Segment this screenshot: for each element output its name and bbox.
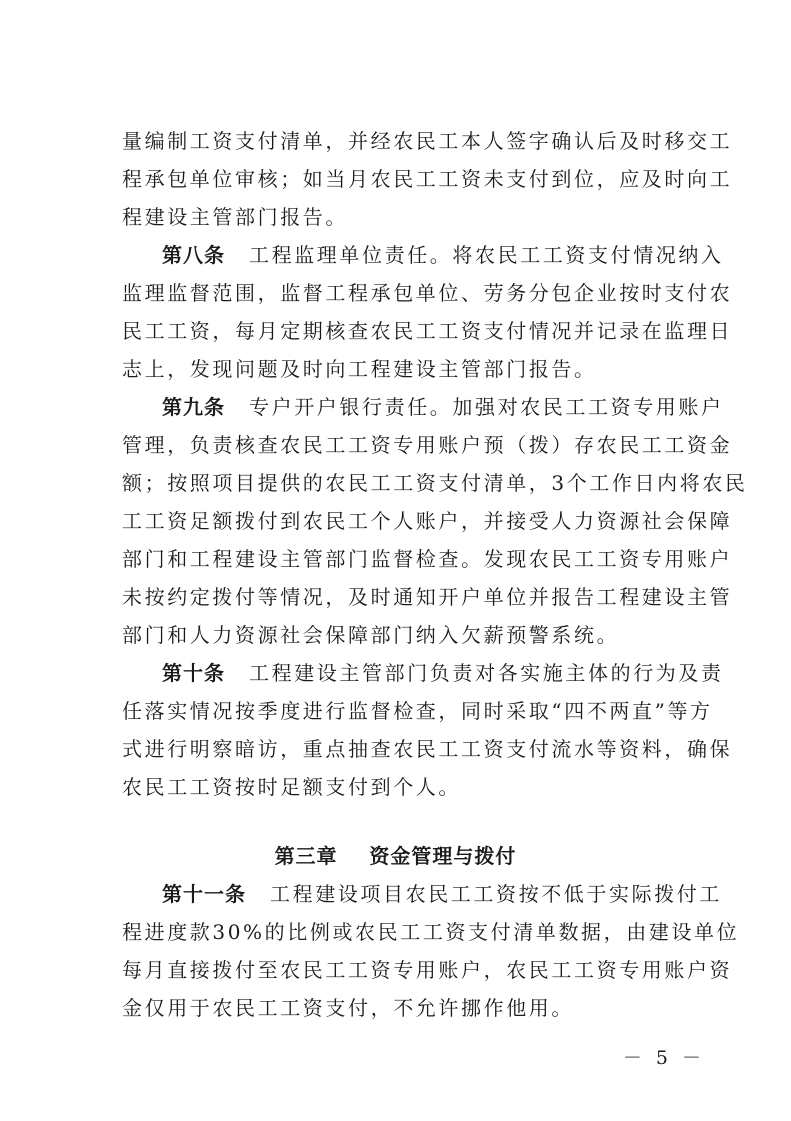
- article-10-heading: 第十条: [162, 661, 225, 685]
- article-9-heading: 第九条: [162, 395, 225, 419]
- paragraph-line: 农民工工资按时足额支付到个人。: [122, 775, 461, 799]
- paragraph-line: 额；按照项目提供的农民工工资支付清单，3个工作日内将农民: [122, 471, 748, 495]
- article-9-first-line: [162, 394, 724, 420]
- article-10-first-line: [162, 660, 724, 686]
- chapter-title: 第三章 资金管理与拨付: [274, 844, 517, 868]
- article-8-heading: 第八条: [162, 243, 225, 267]
- page-number: － 5 －: [622, 1047, 705, 1069]
- paragraph-line: 管理，负责核查农民工工资专用账户预（拨）存农民工工资金: [122, 433, 733, 457]
- article-11-first-line: [162, 881, 722, 907]
- paragraph-line: 程承包单位审核；如当月农民工工资未支付到位，应及时向工: [122, 167, 733, 191]
- paragraph-line: 监理监督范围，监督工程承包单位、劳务分包企业按时支付农: [122, 281, 733, 305]
- paragraph-line: 部门和人力资源社会保障部门纳入欠薪预警系统。: [122, 623, 620, 647]
- paragraph-line: 每月直接拨付至农民工工资专用账户，农民工工资专用账户资: [122, 958, 733, 982]
- article-8-first-line: [162, 242, 724, 268]
- paragraph-line: 金仅用于农民工工资支付，不允许挪作他用。: [122, 996, 574, 1020]
- paragraph-line: 工工资足额拨付到农民工个人账户，并接受人力资源社会保障: [122, 509, 733, 533]
- article-8-text: 工程监理单位责任。将农民工工资支付情况纳入: [249, 243, 724, 267]
- paragraph-line: 式进行明察暗访，重点抽查农民工工资支付流水等资料，确保: [122, 737, 733, 761]
- paragraph-line: 部门和工程建设主管部门监督检查。发现农民工工资专用账户: [122, 547, 733, 571]
- paragraph-line: 任落实情况按季度进行监督检查，同时采取“四不两直”等方: [122, 699, 713, 723]
- article-10-text: 工程建设主管部门负责对各实施主体的行为及责: [249, 661, 724, 685]
- paragraph-line: 程建设主管部门报告。: [122, 205, 348, 229]
- paragraph-line: 量编制工资支付清单，并经农民工本人签字确认后及时移交工: [122, 129, 733, 153]
- paragraph-line: 未按约定拨付等情况，及时通知开户单位并报告工程建设主管: [122, 585, 733, 609]
- article-11-text: 工程建设项目农民工工资按不低于实际拨付工: [270, 882, 722, 906]
- paragraph-line: 志上，发现问题及时向工程建设主管部门报告。: [122, 357, 597, 381]
- paragraph-line: 程进度款30%的比例或农民工工资支付清单数据，由建设单位: [122, 920, 740, 944]
- paragraph-line: 民工工资，每月定期核查农民工工资支付情况并记录在监理日: [122, 319, 733, 343]
- article-9-text: 专户开户银行责任。加强对农民工工资专用账户: [249, 395, 724, 419]
- article-11-heading: 第十一条: [162, 882, 246, 906]
